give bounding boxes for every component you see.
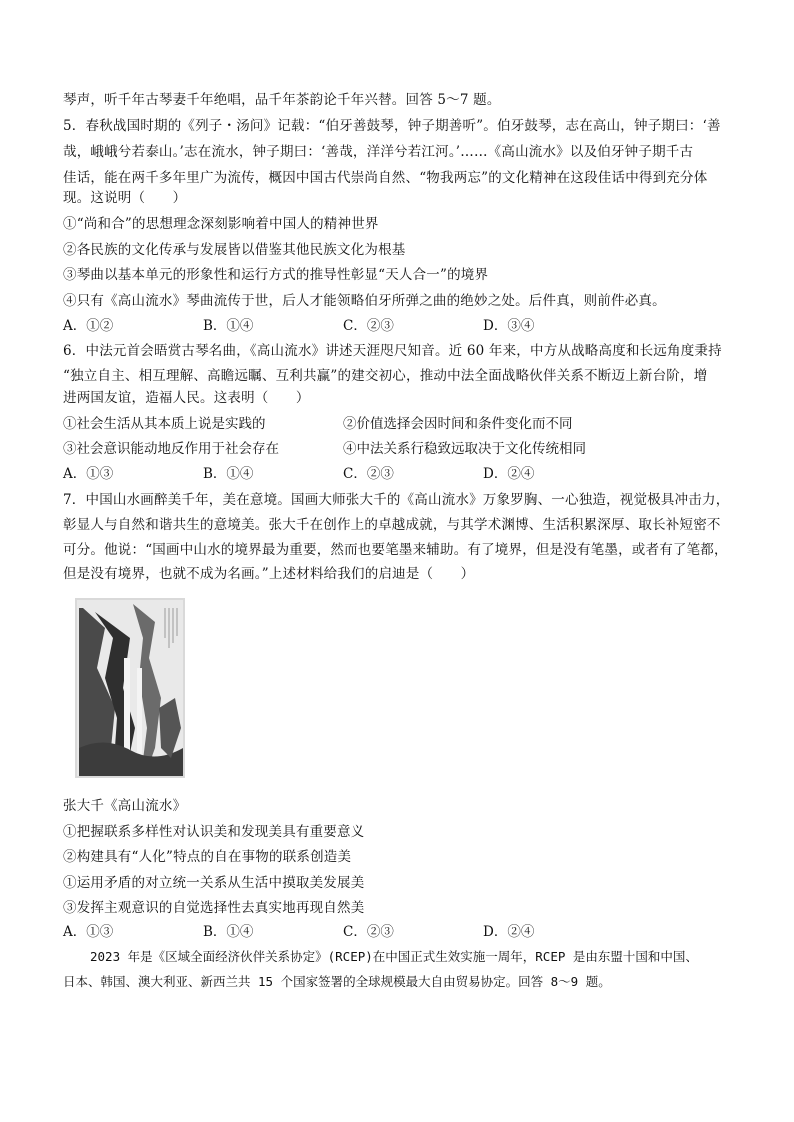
q6-statement: ③社会意识能动地反作用于社会存在 <box>63 441 279 457</box>
q5-stem-line: 现。这说明（ ） <box>63 190 187 206</box>
q5-statement: ④只有《高山流水》琴曲流传于世，后人才能领略伯牙所弹之曲的绝妙之处。后件真，则前件必真。 <box>63 293 666 309</box>
q7-option-a[interactable]: A．①③ <box>63 924 114 940</box>
q6-stem-line: 进两国友谊，造福人民。这表明（ ） <box>63 390 310 406</box>
q5-option-c[interactable]: C．②③ <box>343 318 394 334</box>
q5-stem-line: 哉，峨峨兮若泰山。’志在流水，钟子期曰：‘善哉，洋洋兮若江河。’……《高山流水》以及伯牙钟子期千古 <box>63 144 694 160</box>
intro-8-9-line: 日本、韩国、澳大利亚、新西兰共 15 个国家签署的全球规模最大自由贸易协定。回答 8～9 题。 <box>63 974 611 989</box>
q5-option-d[interactable]: D．③④ <box>483 318 535 334</box>
q6-option-b[interactable]: B．①④ <box>203 466 254 482</box>
q7-stem-line: 但是没有境界，也就不成为名画。”上述材料给我们的启迪是（ ） <box>63 566 475 582</box>
q5-statement: ③琴曲以基本单元的形象性和运行方式的推导性彰显“天人合一”的境界 <box>63 267 489 283</box>
intro-8-9-line: 2023 年是《区域全面经济伙伴关系协定》(RCEP)在中国正式生效实施一周年，RCEP 是由东盟十国和中国、 <box>90 949 698 964</box>
q7-statement: ①运用矛盾的对立统一关系从生活中摸取美发展美 <box>63 875 365 891</box>
q5-option-b[interactable]: B．①④ <box>203 318 254 334</box>
q6-option-c[interactable]: C．②③ <box>343 466 394 482</box>
q7-stem-line: 可分。他说：“国画中山水的境界最为重要，然而也要笔墨来辅助。有了境界，但是没有笔墨，或者有了笔都， <box>63 542 728 558</box>
landscape-painting-image <box>75 598 185 778</box>
q6-statement: ④中法关系行稳致远取决于文化传统相同 <box>343 441 586 457</box>
q7-statement: ①把握联系多样性对认识美和发现美具有重要意义 <box>63 824 365 840</box>
q6-stem-line: 6．中法元首会晤赏古琴名曲，《高山流水》讲述天涯咫尺知音。近 60 年来，中方从战略高度和长远角度秉持 <box>63 343 722 359</box>
q6-stem-line: “独立自主、相互理解、高瞻远瞩、互利共赢”的建交初心，推动中法全面战略伙伴关系不断迈上新台阶，增 <box>63 368 708 384</box>
q6-statement: ②价值选择会因时间和条件变化而不同 <box>343 416 573 432</box>
q5-stem-line: 佳话，能在两千多年里广为流传，概因中国古代崇尚自然、“物我两忘”的文化精神在这段佳话中得到充分体 <box>63 170 708 186</box>
q6-option-a[interactable]: A．①③ <box>63 466 114 482</box>
q5-statement: ①“尚和合”的思想理念深刻影响着中国人的精神世界 <box>63 216 379 232</box>
q7-option-d[interactable]: D．②④ <box>483 924 535 940</box>
painting-caption: 张大千《高山流水》 <box>63 798 187 814</box>
q5-statement: ②各民族的文化传承与发展皆以借鉴其他民族文化为根基 <box>63 242 406 258</box>
q7-option-c[interactable]: C．②③ <box>343 924 394 940</box>
q7-statement: ③发挥主观意识的自觉选择性去真实地再现自然美 <box>63 900 365 916</box>
q7-stem-line: 彰显人与自然和谐共生的意境美。张大千在创作上的卓越成就，与其学术渊博、生活积累深厚、取长补短密不 <box>63 517 721 533</box>
q5-stem-line: 5．春秋战国时期的《列子・汤问》记载：“伯牙善鼓琴，钟子期善听”。伯牙鼓琴，志在高山，钟子期曰：‘善 <box>63 118 721 134</box>
q6-statement: ①社会生活从其本质上说是实践的 <box>63 416 266 432</box>
intro-continuation-line: 琴声，听千年古琴妻千年绝唱，品千年茶韵论千年兴替。回答 5～7 题。 <box>63 92 501 108</box>
q7-option-b[interactable]: B．①④ <box>203 924 254 940</box>
q6-option-d[interactable]: D．②④ <box>483 466 535 482</box>
q7-stem-line: 7．中国山水画醉美千年，美在意境。国画大师张大千的《高山流水》万象罗胸、一心独造，视觉极具冲击力， <box>63 492 730 508</box>
q5-option-a[interactable]: A．①② <box>63 318 114 334</box>
q7-statement: ②构建具有“人化”特点的自在事物的联系创造美 <box>63 849 352 865</box>
